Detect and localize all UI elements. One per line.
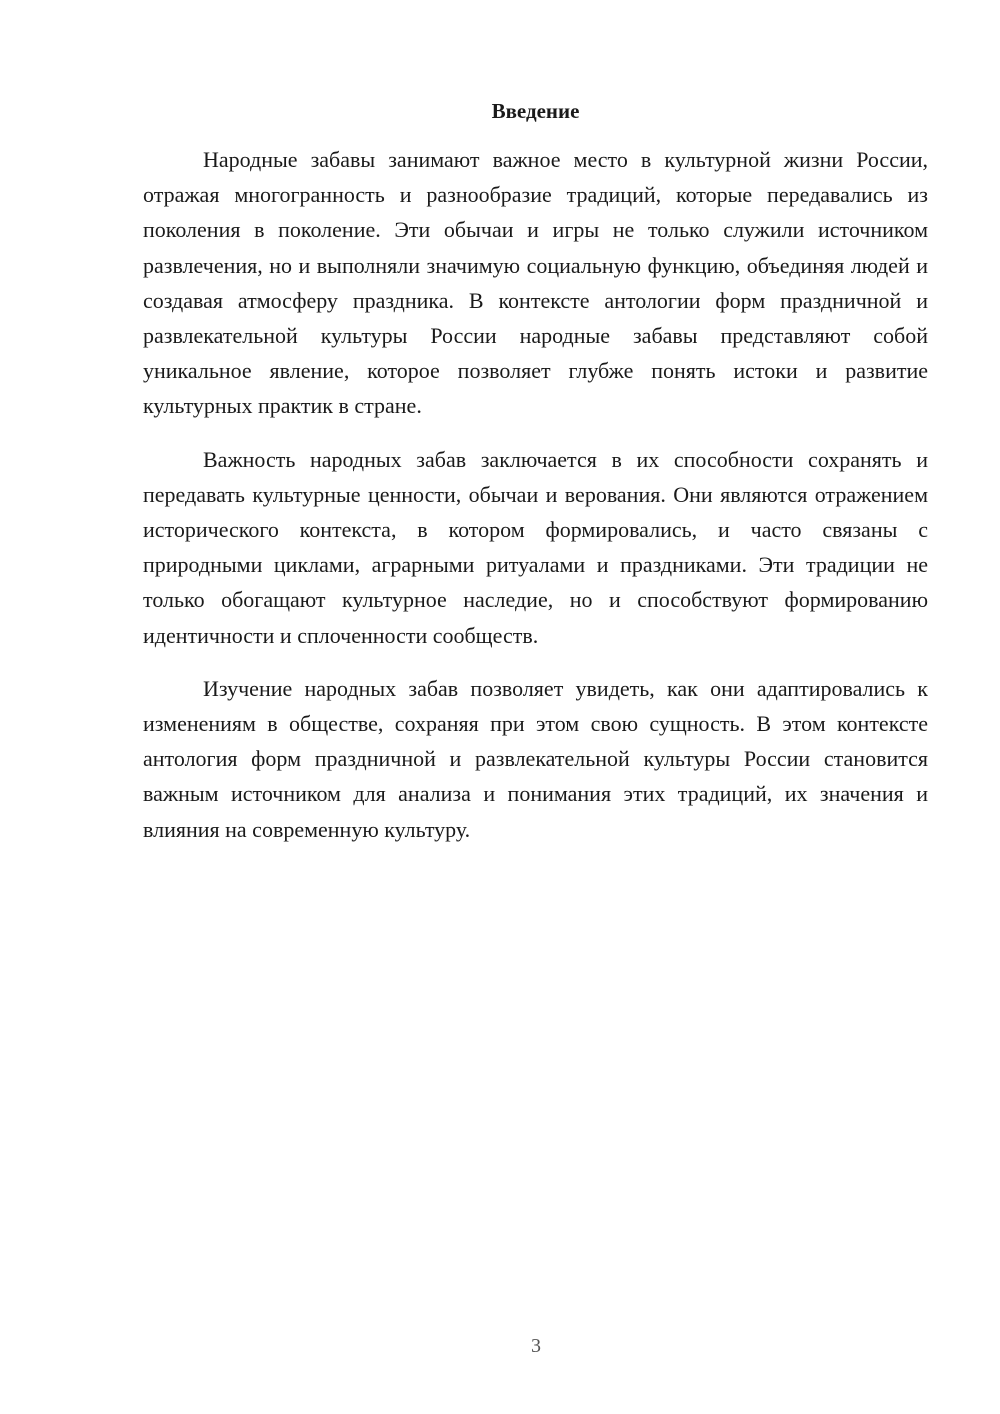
section-title: Введение xyxy=(491,99,580,123)
paragraph-3: Изучение народных забав позволяет увидеть, как они адаптировались к изменениям в обществе, сохраняя при этом свою сущность. В этом контексте антология форм праздничной и развлекательной культуры России становится важным источником для анализа и понимания этих традиций, их значения и влияния на современную культуру. xyxy=(143,675,928,842)
paragraph-1: Народные забавы занимают важное место в культурной жизни России, отражая многогранность и разнообразие традиций, которые передавались из поколения в поколение. Эти обычаи и игры не только служили источником развлечения, но и выполняли значимую социальную функцию, объединяя людей и создавая атмосферу праздника. В контексте антологии форм праздничной и развлекательной культуры России народные забавы представляют собой уникальное явление, которое позволяет глубже понять истоки и развитие культурных практик в стране. xyxy=(143,147,928,419)
paragraph-2: Важность народных забав заключается в их способности сохранять и передавать культурные ценности, обычаи и верования. Они являются отражением исторического контекста, в котором формировались, и часто связаны с природными циклами, аграрными ритуалами и праздниками. Эти традиции не только обогащают культурное наследие, но и способствуют формированию идентичности и сплоченности сообществ. xyxy=(143,446,928,648)
body-text xyxy=(143,142,928,847)
page-number: 3 xyxy=(531,1335,541,1357)
